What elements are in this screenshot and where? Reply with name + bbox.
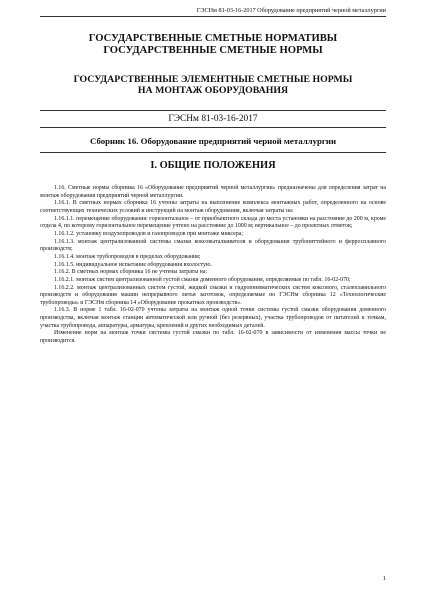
- paragraph-1-16-1-2: 1.16.1.2. установку воздухопроводов и газопроводов при монтаже миксера;: [54, 230, 243, 237]
- paragraph-1-16-1-4: 1.16.1.4. монтаж трубопроводов в пределах оборудования;: [54, 253, 201, 260]
- subtitle-line-1: ГОСУДАРСТВЕННЫЕ ЭЛЕМЕНТНЫЕ СМЕТНЫЕ НОРМЫ: [73, 74, 353, 85]
- paragraph-1-16-1-3: 1.16.1.3. монтаж централизованной системы смазки коксовыталкивателя и оборудования трубопиттейного и ферросплавного производств;: [40, 238, 386, 253]
- paragraph-1-16-3: 1.16.3. В норме 1 табл. 16-02-070 учтены затраты на монтаж одной точки системы густой смазки оборудования доменного производства, включая монтаж станции автоматической или ручной (без резервных), участка трубопроводов от питателей к точкам, участка трубопровода, аппаратуры, арматуры, креплений и других необходимых деталей.: [40, 307, 386, 329]
- paragraph-1-16-2: 1.16.2. В сметных нормах сборника 16 не учтены затраты на:: [54, 269, 208, 276]
- paragraph-note: Изменение норм на монтаж точки системы густой смазки по табл. 16-02-070 в зависимости от изменения массы точки не производится.: [40, 330, 386, 344]
- paragraph-1-16-2-2: 1.16.2.2. монтаж централизованных систем густой, жидкой смазки и гидропневматических систем коксового, сталеплавильного производств и оборудования машин непрерывного литья заготовок, определяемые по ГЭСНм сборника 12 «Технологические трубопроводы» и ГЭСНм сборника 14 «Оборудование прокатных производств».: [40, 284, 386, 306]
- collection-title: Сборник 16. Оборудование предприятий черной металлургии: [89, 136, 337, 146]
- running-header: ГЭСНм 81-03-16-2017 Оборудование предприятий черной металлургии: [196, 7, 386, 14]
- subtitle-line-2: НА МОНТАЖ ОБОРУДОВАНИЯ: [137, 85, 289, 96]
- collection-rule: [40, 152, 386, 153]
- section-title: I. ОБЩИЕ ПОЛОЖЕНИЯ: [150, 160, 276, 171]
- body-text: [40, 185, 386, 346]
- main-title-line-1: ГОСУДАРСТВЕННЫЕ СМЕТНЫЕ НОРМАТИВЫ: [88, 33, 338, 44]
- paragraph-1-16: 1.16. Сметные нормы сборника 16 «Оборудование предприятий черной металлургии» предназначены для определения затрат на монтаж оборудования предприятий черной металлургии.: [40, 185, 386, 199]
- page-number: 1: [382, 575, 386, 582]
- document-code: ГЭСНм 81-03-16-2017: [40, 110, 386, 128]
- paragraph-1-16-2-1: 1.16.2.1. монтаж систем централизованной густой смазки доменного оборудования, определяемые по табл. 16-02-070;: [54, 276, 351, 283]
- paragraph-1-16-1-5: 1.16.1.5. индивидуальное испытание оборудования вхолостую.: [54, 261, 212, 268]
- paragraph-1-16-1-1: 1.16.1.1. перемещение оборудования: горизонтальное – от приобъектного склада до места установки на расстояние до 200 м, кроме отдела 4, по которому горизонтальное перемещение учтено на расстояние до 1000 м; вертикальное – до проектных отметок;: [40, 215, 386, 230]
- main-title-line-2: ГОСУДАРСТВЕННЫЕ СМЕТНЫЕ НОРМЫ: [103, 45, 323, 56]
- paragraph-1-16-1: 1.16.1. В сметных нормах сборника 16 учтены затраты на выполнение комплекса монтажных работ, определенного на основе соответствующих технических условий и инструкций на монтаж оборудования, включая затраты на:: [40, 200, 386, 214]
- header-rule: [40, 16, 386, 17]
